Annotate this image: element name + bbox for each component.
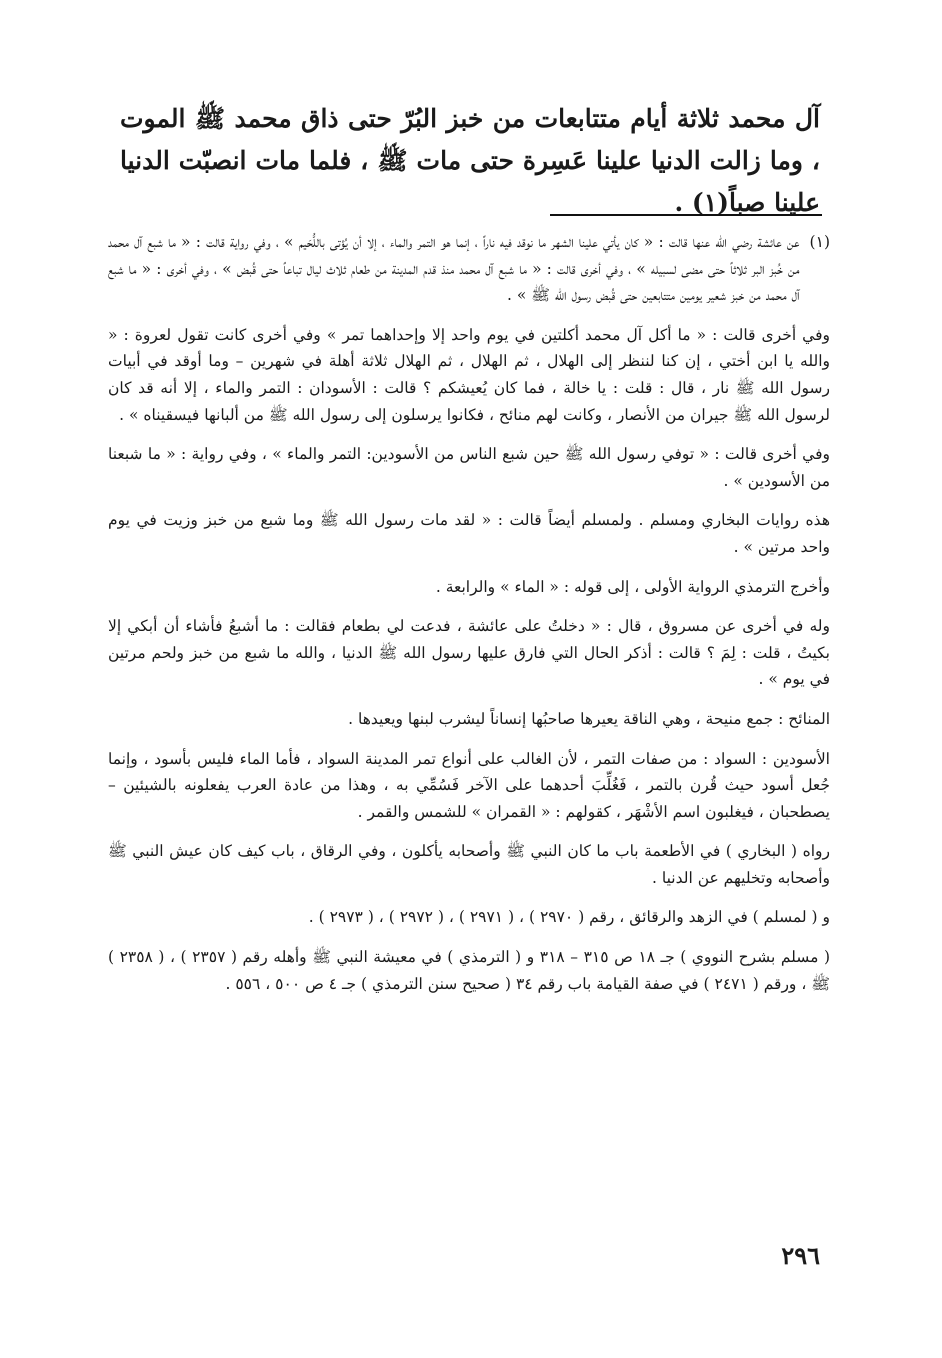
footnote-paragraph: وفي أخرى قالت : « توفي رسول الله ﷺ حين شبع الناس من الأسودين: التمر والماء » ، وفي رواية : « ما شبعنا من الأسودين » .	[108, 445, 830, 490]
footnote-paragraph: وأخرج الترمذي الرواية الأولى ، إلى قوله : « الماء » والرابعة .	[435, 577, 830, 596]
page-number: ٢٩٦	[781, 1241, 820, 1270]
footnote-paragraph: الأسودين : السواد : من صفات التمر ، لأن الغالب على أنواع تمر المدينة السواد ، فأما الماء فليس بأسود ، وإنما جُعل أسود حيث قُرن بالتمر ، فَغُلِّبَ أحدهما على الآخر فَسُمِّي به ، وهذا من عادة العرب يفعلونه بالشيئين – يصطحبان ، فيغلبون اسم الأشْهَر ، كقولهم : « القمران » للشمس والقمر .	[108, 749, 830, 821]
footnote-first-paragraph	[108, 229, 830, 309]
footnote-paragraph: المنائح : جمع منيحة ، وهي الناقة يعيرها صاحبُها إنساناً ليشرب لبنها ويعيدها .	[348, 709, 830, 728]
footnote-paragraph: رواه ( البخاري ) في الأطعمة باب ما كان النبي ﷺ وأصحابه يأكلون ، وفي الرقاق ، باب كيف كان عيش النبي ﷺ وأصحابه وتخليهم عن الدنيا .	[108, 842, 830, 887]
footnote-paragraph: و ( لمسلم ) في الزهد والرقائق ، رقم ( ٢٩٧٠ ) ، ( ٢٩٧١ ) ، ( ٢٩٧٢ ) ، ( ٢٩٧٣ ) .	[308, 908, 830, 927]
footnote-paragraph: وفي أخرى قالت : « ما أكل آل محمد أكلتين في يوم واحد إلا وإحداهما تمر » وفي أخرى كانت تقول لعروة : « والله يا ابن أختي ، إن كنا لننظر إلى الهلال ، ثم الهلال ، ثم الهلال ثلاثة أهلة في شهرين – وما أوقد في أبيات رسول الله ﷺ نار ، قال : قلت : يا خالة ، فما كان يُعيشكم ؟ قالت : الأسودان : التمر والماء ، إلا أنه قد كان لرسول الله ﷺ جيران من الأنصار ، وكانت لهم منائح ، فكانوا يرسلون إلى رسول الله ﷺ من ألبانها فيسقيناه » .	[108, 325, 830, 424]
footnote-marker: (١)	[809, 233, 830, 251]
footnote-paragraph: هذه روايات البخاري ومسلم . ولمسلم أيضاً قالت : « لقد مات رسول الله ﷺ وما شبع من خبز وزيت في يوم واحد مرتين » .	[108, 511, 830, 556]
footnote-paragraph: وله في أخرى عن مسروق ، قال : « دخلتُ على عائشة ، فدعت لي بطعام فقالت : ما أشبعُ فأشاء أن أبكي إلا بكيتُ ، قلت : لِمَ ؟ قالت : أذكر الحال التي فارق عليها رسول الله ﷺ الدنيا ، والله ما شبع من خبز ولحم مرتين في يوم » .	[108, 617, 830, 689]
footnote-paragraph: عن عائشة رضي الله عنها قالت : « كان يأتي علينا الشهر ما نوقد فيه ناراً ، إنما هو التمر والماء ، إلا أن يُؤتى باللُّحَيم » ، وفي رواية قالت : « ما شبع آل محمد من خُبز البر ثلاثاً حتى مضى لسبيله » ، وفي أخرى قالت : « ما شبع آل محمد منذ قدم المدينة من طعام ثلاث ليال تباعاً حتى قُبض » ، وفي أخرى : « ما شبع آل محمد من خبز شعير يومين متتابعين حتى قُبض رسول الله ﷺ » .	[108, 233, 800, 305]
main-text-paragraph: آل محمد ثلاثة أيام متتابعات من خبز البُرّ حتى ذاق محمد ﷺ الموت ، وما زالت الدنيا علينا عَسِرة حتى مات ﷺ ، فلما مات انصبّت الدنيا علينا صباً(١) .	[120, 104, 820, 217]
footnotes-section	[108, 229, 830, 1010]
footnote-paragraph: ( مسلم بشرح النووي ) جـ ١٨ ص ٣١٥ – ٣١٨ و ( الترمذي ) في معيشة النبي ﷺ وأهله رقم ( ٢٣٥٧ ) ، ( ٢٣٥٨ ) ﷺ ، ورقم ( ٢٤٧١ ) في صفة القيامة باب رقم ٣٤ ( صحيح سنن الترمذي ) جـ ٤ ص ٥٠٠ ، ٥٥٦ .	[108, 948, 831, 993]
footnote-separator-line	[550, 214, 822, 216]
